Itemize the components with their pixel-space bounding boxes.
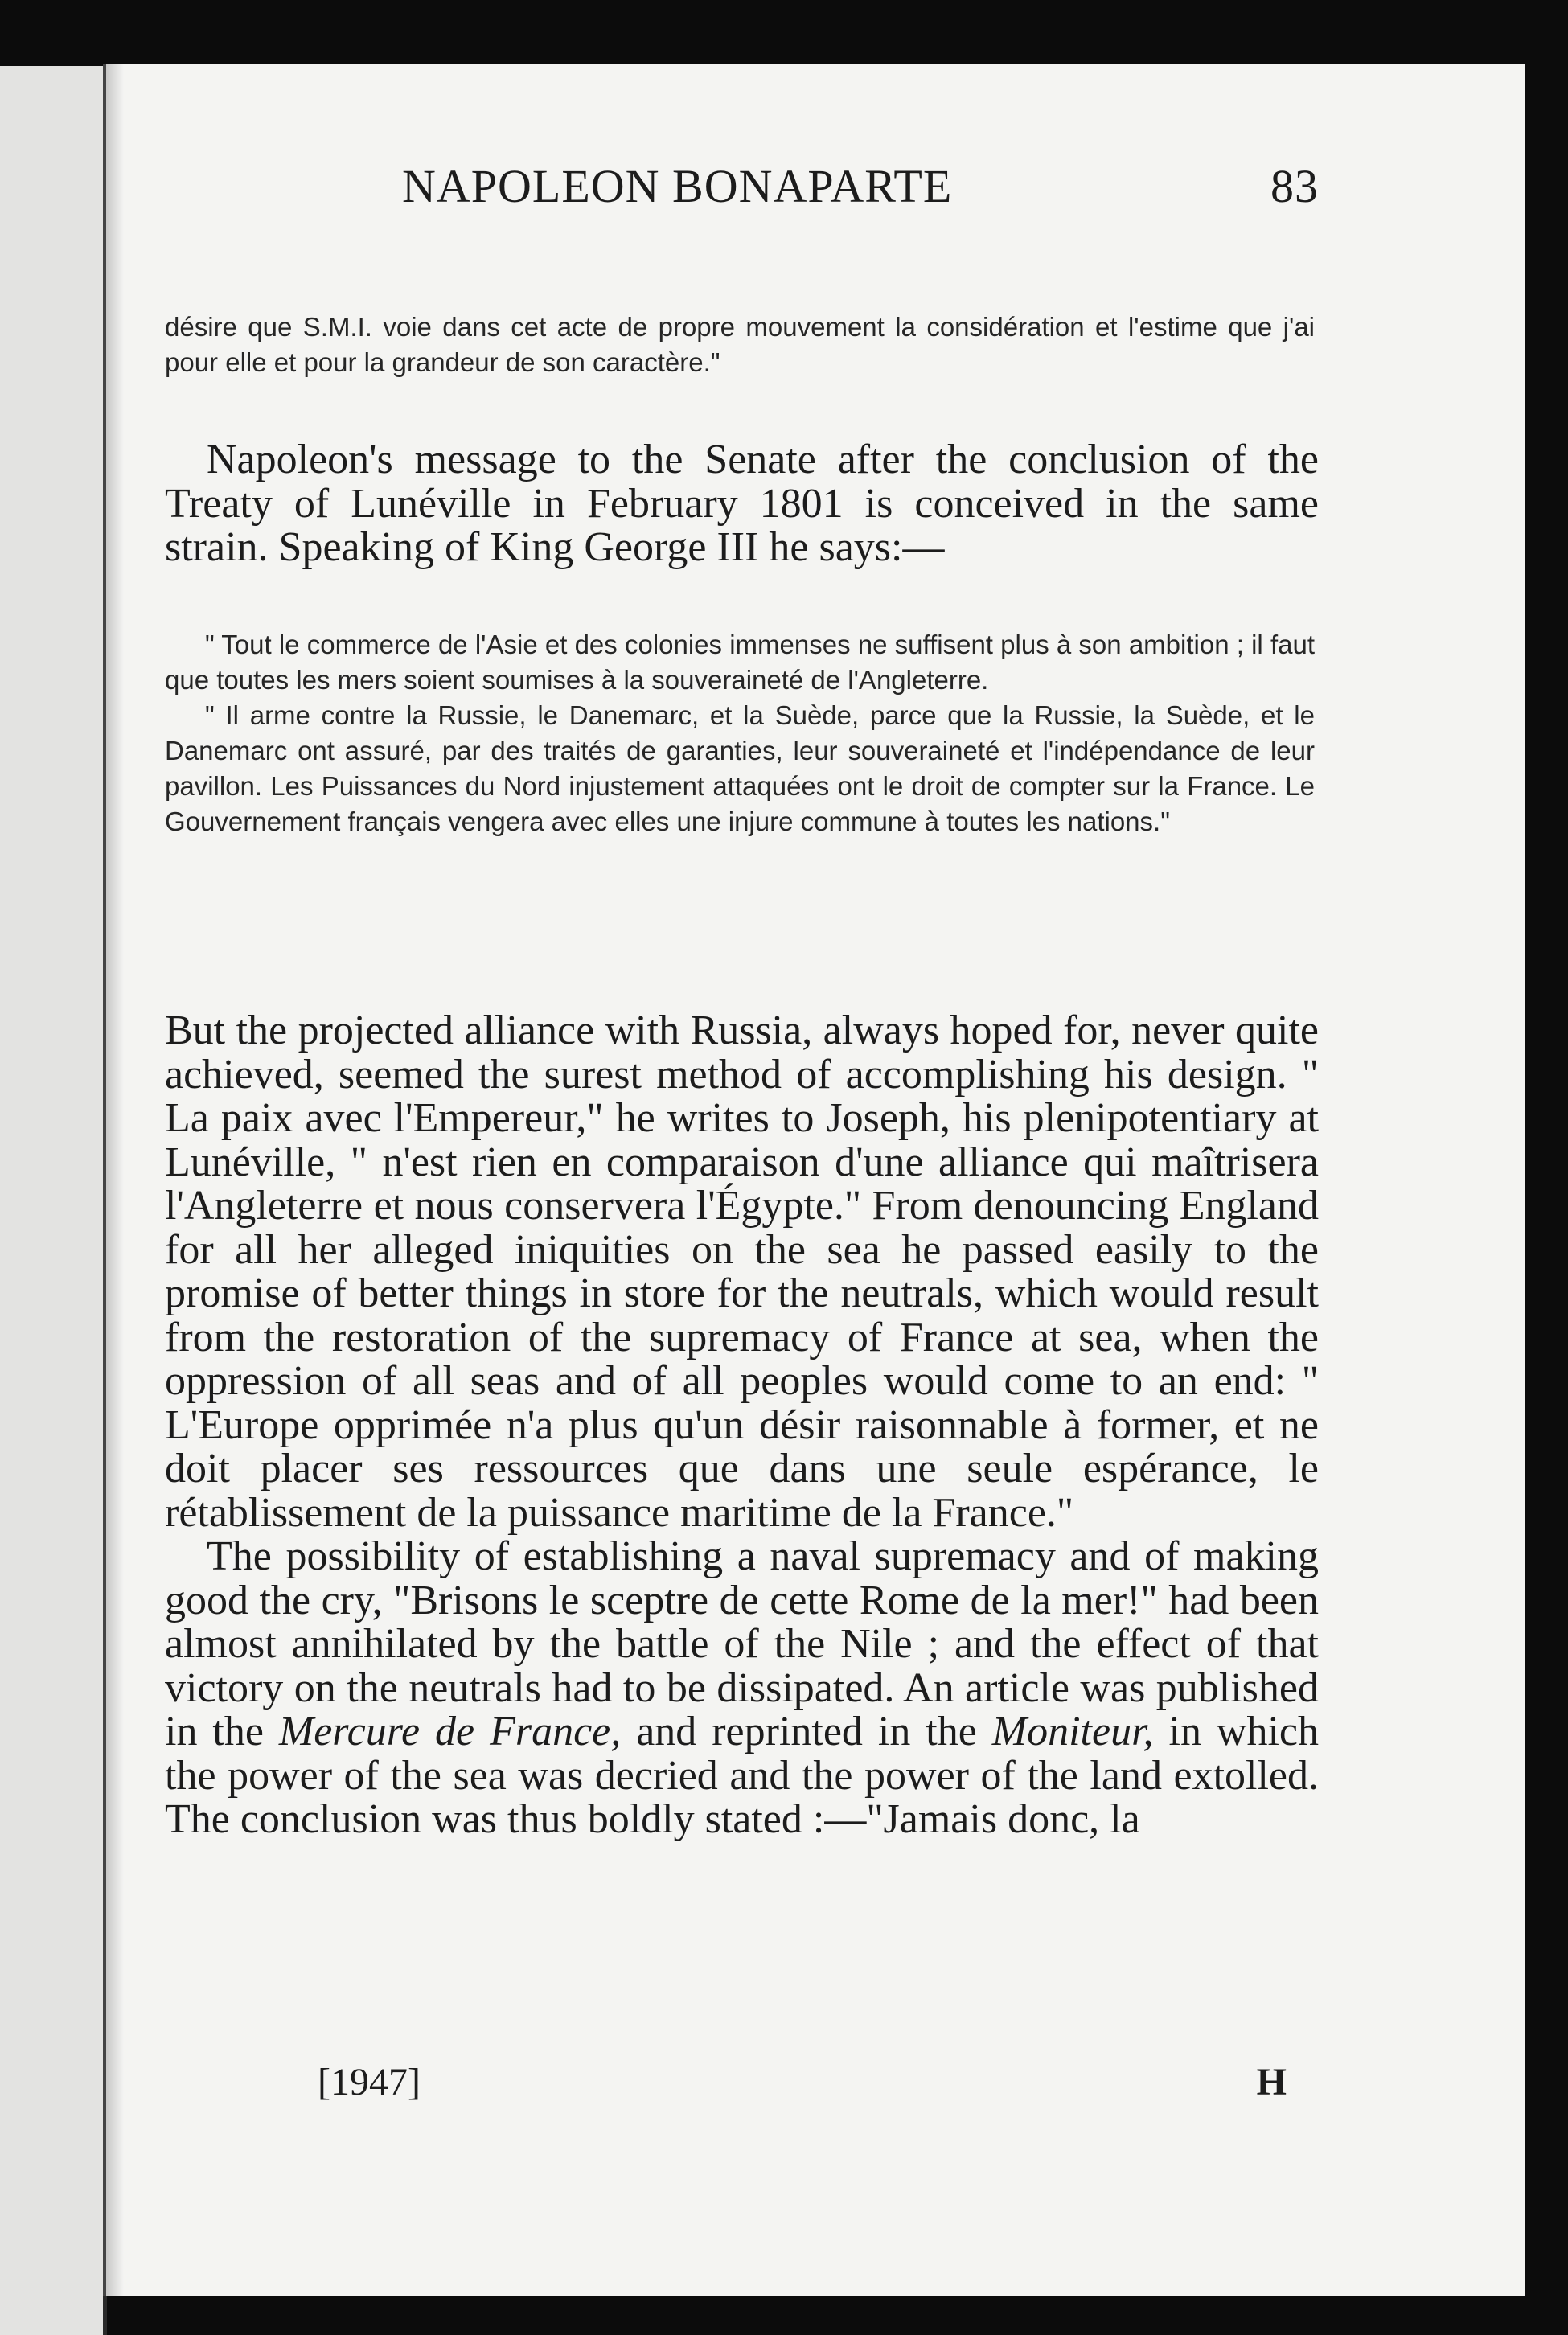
running-head-title: NAPOLEON BONAPARTE <box>402 160 953 212</box>
paragraph-text <box>165 1535 1319 1842</box>
italic-title: Moniteur, <box>991 1709 1154 1754</box>
paragraph-run: and reprinted in the <box>621 1709 992 1754</box>
quote-paragraph: " Il arme contre la Russie, le Danemarc, et la Suède, parce que la Russie, la Suède, et le Danemarc ont assuré, par des traités de garanties, leur souveraineté et l'indépendance de leur pavillon. Les Puissances du Nord injustement attaquées ont le droit de compter sur la France. Le Gouvernement français vengera avec elles une injure commune à toutes les nations." <box>165 700 1315 836</box>
gathering-letter: H <box>1256 2061 1287 2103</box>
body-paragraph-1 <box>165 438 1319 570</box>
paragraph-text: But the projected alliance with Russia, always hoped for, never quite achieved, seemed the surest method of accomplishing his design. " La paix avec l'Empereur," he writes to Joseph, his plenipotentiary at Lunéville, " n'est rien en comparaison d'une alliance qui maîtrisera l'Angleterre et nous conservera l'Égypte." From denouncing England for all her alleged iniquities on the sea he passed easily to the promise of better things in store for the neutrals, which would result from the restoration of the supremacy of France at sea, when the oppression of all seas and of all peoples would come to an end: " L'Europe opprimée n'a plus qu'un désir raisonnable à former, et ne doit placer ses ressources que dans une seule espérance, le rétablissement de la puissance maritime de la France." <box>165 1007 1319 1536</box>
paragraph-run: in which the power of the sea was decried and the power of the land extolled. The conclusion was thus boldly stated :—"Jamais donc, la <box>165 1709 1319 1842</box>
body-paragraphs <box>165 1009 1319 1842</box>
gutter-shadow <box>106 64 124 2296</box>
signature-mark: [1947] <box>318 2061 421 2103</box>
quote-paragraph: désire que S.M.I. voie dans cet acte de propre mouvement la considération et l'estime que j'ai pour elle et pour la grandeur de son caractère." <box>165 312 1315 377</box>
page-number: 83 <box>1270 160 1319 212</box>
italic-title: Mercure de France, <box>278 1709 622 1754</box>
quote-paragraph: " Tout le commerce de l'Asie et des colonies immenses ne suffisent plus à son ambition ; il faut que toutes les mers soient soumises à la souveraineté de l'Angleterre. <box>165 630 1315 695</box>
facing-page-edge <box>0 66 107 2335</box>
quote-block <box>165 627 1315 839</box>
paragraph-run: The possibility of establishing a naval supremacy and of making good the cry, "Brisons le sceptre de cette Rome de la mer!" had been almost annihilated by the battle of the Nile ; and the effect of that victory on the neutrals had to be dissipated. An article was published in the <box>165 1533 1319 1754</box>
paragraph-text: Napoleon's message to the Senate after the conclusion of the Treaty of Lunéville in February 1801 is conceived in the same strain. Speaking of King George III he says:— <box>165 437 1319 570</box>
quote-continuation <box>165 310 1315 380</box>
